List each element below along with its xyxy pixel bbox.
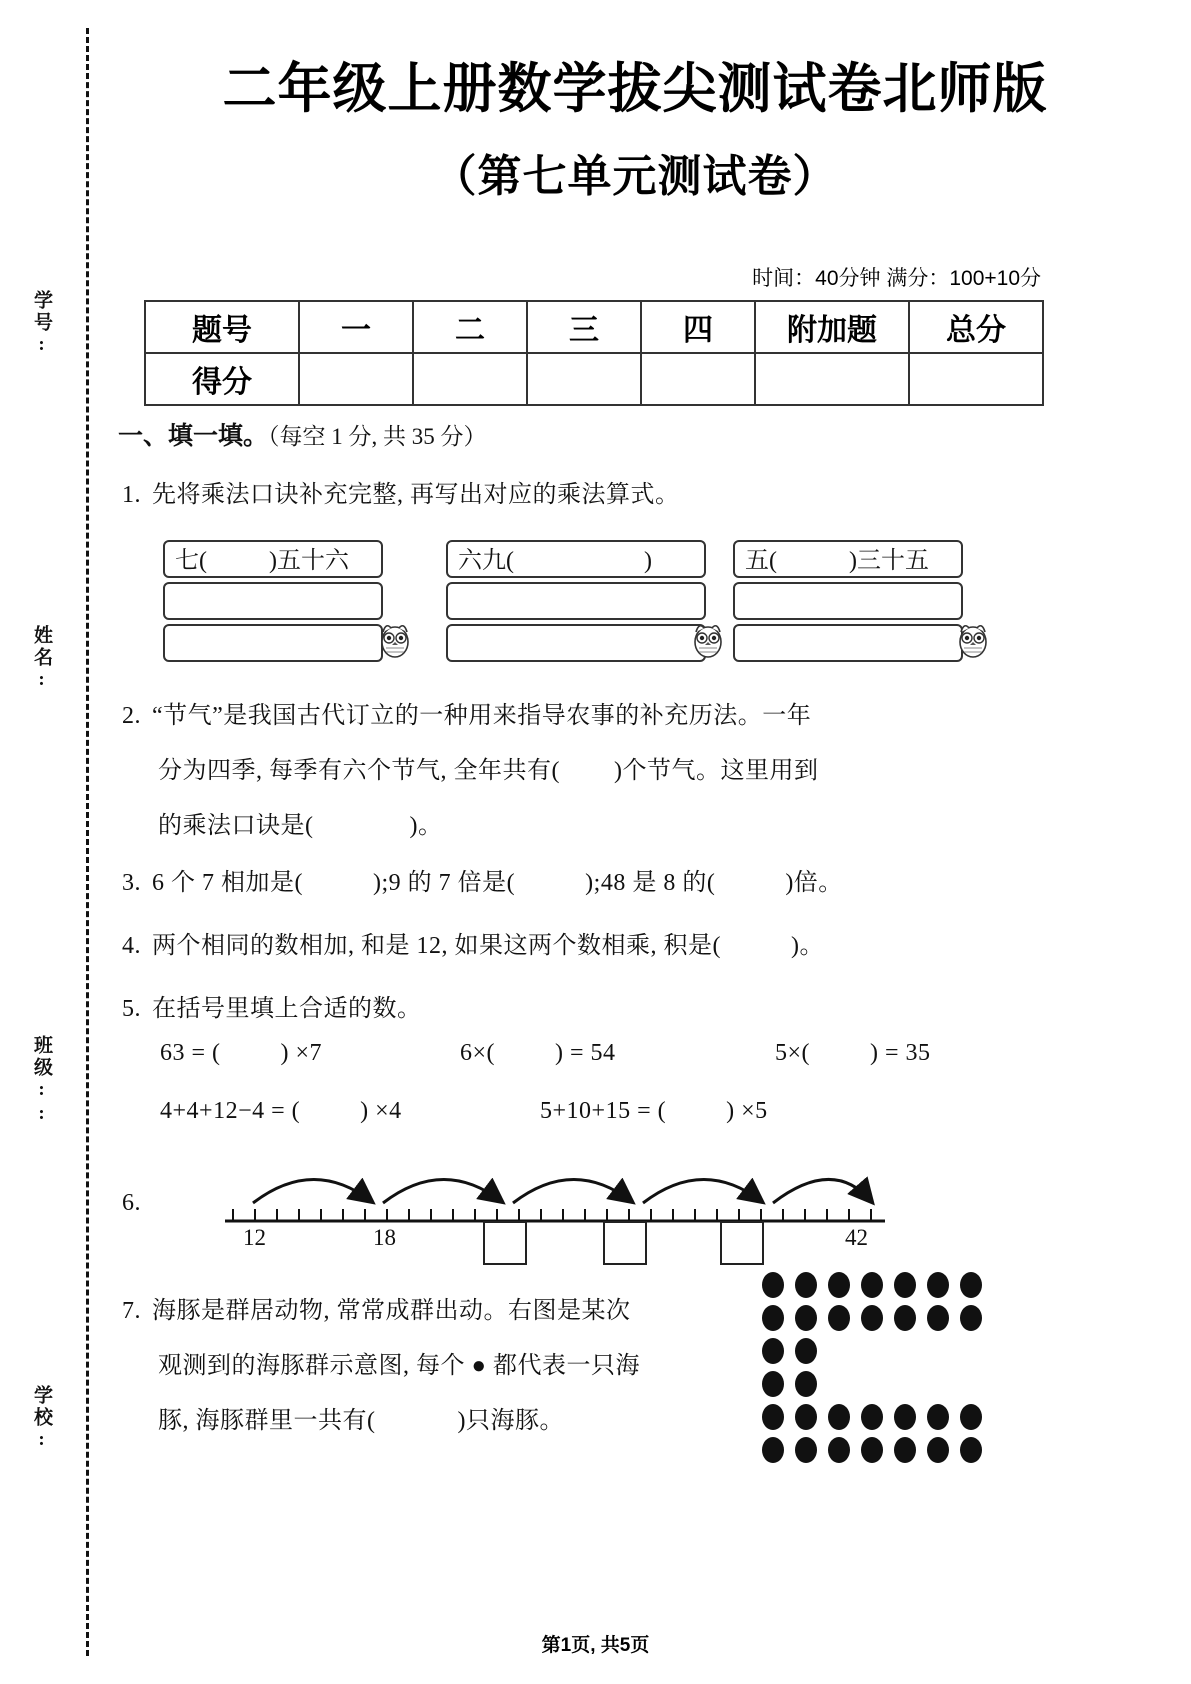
rhyme-card-1-answer-line-1[interactable] [163, 582, 383, 620]
dolphin-dot [762, 1338, 784, 1364]
dolphin-dot [828, 1404, 850, 1430]
rhyme-card-3-answer-line-2[interactable] [733, 624, 963, 662]
number-line-blank-box-1[interactable] [483, 1221, 527, 1265]
question-7-line-3 [158, 1400, 564, 1435]
dolphin-dot [927, 1404, 949, 1430]
score-cell-4[interactable] [641, 353, 755, 405]
page-footer: 第1页, 共5页 [541, 1635, 650, 1656]
q5-r1-e3-left: 5×( [775, 1040, 811, 1066]
question-2-body-3a: 的乘法口诀是( [158, 813, 314, 839]
number-line-label-12: 12 [243, 1225, 266, 1250]
section-heading-one-label: 一、填一填。 [118, 423, 269, 450]
question-2-body-2a: 分为四季, 每季有六个节气, 全年共有( [158, 758, 560, 784]
dolphin-dot [795, 1404, 817, 1430]
dolphin-dot [861, 1404, 883, 1430]
rhyme-card-1-answer-line-2[interactable] [163, 624, 383, 662]
question-5-number: 5. [122, 996, 141, 1022]
page-title: 二年级上册数学拔尖测试卷北师版 [222, 59, 1048, 119]
dolphin-dot [894, 1437, 916, 1463]
question-3-part-2: );9 的 7 倍是( [373, 870, 516, 896]
rhyme-card-1-suffix: )五十六 [269, 548, 349, 574]
dolphin-dot [894, 1305, 916, 1331]
question-3-text [122, 862, 843, 897]
rhyme-card-2-answer-line-2[interactable] [446, 624, 706, 662]
dolphin-dot [762, 1272, 784, 1298]
margin-field-student-id: 学号: [31, 290, 52, 358]
rhyme-card-2-suffix: ) [644, 548, 652, 574]
dolphin-dot [960, 1272, 982, 1298]
rhyme-card-3 [733, 540, 963, 666]
question-2-line-1 [122, 695, 811, 730]
score-table-col-3: 三 [527, 301, 641, 353]
dolphin-dot [795, 1338, 817, 1364]
q5-r2-e1-right: ) ×4 [360, 1098, 402, 1124]
score-table-col-4: 四 [641, 301, 755, 353]
rhyme-card-2-answer-line-1[interactable] [446, 582, 706, 620]
rhyme-card-3-prefix: 五( [745, 548, 777, 574]
dashed-fold-line [86, 28, 89, 1656]
number-line-blank-box-2[interactable] [603, 1221, 647, 1265]
owl-icon [956, 618, 990, 658]
question-3-part-1: 6 个 7 相加是( [152, 870, 303, 896]
question-4-body-a: 两个相同的数相加, 和是 12, 如果这两个数相乘, 积是( [152, 933, 721, 959]
number-line-label-18: 18 [373, 1225, 396, 1250]
question-7-body-3b: )只海豚。 [457, 1408, 564, 1434]
question-3-number: 3. [122, 870, 141, 896]
dolphin-dot [762, 1437, 784, 1463]
dolphin-dot [828, 1272, 850, 1298]
question-1-body: 先将乘法口诀补充完整, 再写出对应的乘法算式。 [152, 482, 680, 508]
dolphin-dot [795, 1371, 817, 1397]
page-subtitle: （第七单元测试卷） [432, 152, 838, 201]
question-1-text [122, 474, 680, 509]
rhyme-card-2-prompt [446, 540, 706, 578]
rhyme-card-1-prefix: 七( [175, 548, 207, 574]
question-2-body-3b: )。 [409, 813, 443, 839]
question-4-number: 4. [122, 933, 141, 959]
dolphin-dot [861, 1437, 883, 1463]
dolphin-dot [861, 1272, 883, 1298]
q5-r1-e2-right: ) = 54 [555, 1040, 616, 1066]
question-7-line-2: 观测到的海豚群示意图, 每个 ● 都代表一只海 [158, 1353, 640, 1379]
score-cell-2[interactable] [413, 353, 527, 405]
dolphin-dot [828, 1437, 850, 1463]
q5-r2-e1-left: 4+4+12−4 = ( [160, 1098, 301, 1124]
dot-row [762, 1338, 993, 1371]
question-5-body: 在括号里填上合适的数。 [152, 996, 422, 1022]
dolphin-dot [762, 1305, 784, 1331]
section-heading-one-points: （每空 1 分, 共 35 分） [268, 424, 487, 449]
question-6-number-line [225, 1163, 885, 1283]
question-4-body-b: )。 [791, 933, 824, 959]
score-table-col-2: 二 [413, 301, 527, 353]
dolphin-dot [894, 1404, 916, 1430]
question-5-row-2-expr-1 [160, 1098, 402, 1125]
exam-meta: 时间：40分钟 满分：100+10分 [752, 267, 1041, 290]
score-table-col-extra: 附加题 [755, 301, 909, 353]
question-4-text [122, 925, 824, 960]
question-3-part-3: );48 是 8 的( [585, 870, 716, 896]
score-table-col-total: 总分 [909, 301, 1043, 353]
dolphin-dot [828, 1305, 850, 1331]
score-cell-total[interactable] [909, 353, 1043, 405]
number-line-graphic [225, 1163, 885, 1233]
question-2-body-2b: )个节气。这里用到 [614, 758, 819, 784]
question-1-number: 1. [122, 482, 141, 508]
dolphin-dot [960, 1404, 982, 1430]
rhyme-card-3-answer-line-1[interactable] [733, 582, 963, 620]
question-7-line-1 [122, 1290, 631, 1325]
question-6-number: 6. [122, 1190, 141, 1216]
score-cell-3[interactable] [527, 353, 641, 405]
margin-field-class: 班级:: [31, 1035, 52, 1127]
rhyme-card-1-prompt [163, 540, 383, 578]
dolphin-dot [762, 1404, 784, 1430]
question-2-number: 2. [122, 703, 141, 729]
margin-field-school: 学校: [31, 1385, 52, 1453]
question-7-body-1: 海豚是群居动物, 常常成群出动。右图是某次 [152, 1298, 631, 1324]
q5-r1-e3-right: ) = 35 [870, 1040, 931, 1066]
dolphin-dot [960, 1305, 982, 1331]
question-7-number: 7. [122, 1298, 141, 1324]
question-7-body-3a: 豚, 海豚群里一共有( [158, 1408, 376, 1434]
rhyme-card-2 [446, 540, 706, 666]
rhyme-card-3-prompt [733, 540, 963, 578]
dolphin-dot-diagram [762, 1272, 993, 1470]
score-table-col-1: 一 [299, 301, 413, 353]
question-5-text [122, 988, 422, 1023]
table-row-scores [145, 353, 1043, 405]
dolphin-dot [795, 1305, 817, 1331]
score-table-label-question: 题号 [145, 301, 299, 353]
question-5-row-1-expr-3 [775, 1040, 931, 1067]
question-5-row-2-expr-2 [540, 1098, 768, 1125]
q5-r2-e2-right: ) ×5 [726, 1098, 768, 1124]
dot-row [762, 1371, 993, 1404]
question-5-row-1-expr-1 [160, 1040, 322, 1067]
score-table [144, 300, 1044, 406]
q5-r1-e2-left: 6×( [460, 1040, 496, 1066]
question-2-line-3 [158, 805, 443, 840]
rhyme-card-3-suffix: )三十五 [849, 548, 929, 574]
question-2-line-2 [158, 750, 819, 785]
dot-row [762, 1404, 993, 1437]
question-5-row-1-expr-2 [460, 1040, 616, 1067]
question-3-part-4: )倍。 [785, 870, 843, 896]
dolphin-dot [927, 1305, 949, 1331]
q5-r1-e1-right: ) ×7 [280, 1040, 323, 1066]
q5-r1-e1-left: 63 = ( [160, 1040, 221, 1066]
dolphin-dot [894, 1272, 916, 1298]
owl-icon [378, 618, 412, 658]
owl-icon [691, 618, 725, 658]
question-2-body-1: “节气”是我国古代订立的一种用来指导农事的补充历法。一年 [152, 703, 812, 729]
dot-row [762, 1305, 993, 1338]
score-cell-extra[interactable] [755, 353, 909, 405]
dolphin-dot [927, 1437, 949, 1463]
dot-row [762, 1272, 993, 1305]
number-line-label-42: 42 [845, 1225, 868, 1250]
rhyme-card-2-prefix: 六九( [458, 548, 514, 574]
table-row-question-numbers [145, 301, 1043, 353]
dot-row [762, 1437, 993, 1470]
dolphin-dot [927, 1272, 949, 1298]
dolphin-dot [795, 1437, 817, 1463]
dolphin-dot [861, 1305, 883, 1331]
dolphin-dot [960, 1437, 982, 1463]
dolphin-dot [795, 1272, 817, 1298]
margin-field-student-name: 姓名: [31, 625, 52, 693]
score-cell-1[interactable] [299, 353, 413, 405]
score-table-label-score: 得分 [145, 353, 299, 405]
rhyme-card-1 [163, 540, 383, 666]
number-line-blank-box-3[interactable] [720, 1221, 764, 1265]
q5-r2-e2-left: 5+10+15 = ( [540, 1098, 667, 1124]
margin-strip [0, 0, 112, 1684]
dolphin-dot [762, 1371, 784, 1397]
section-heading-one [118, 416, 487, 452]
